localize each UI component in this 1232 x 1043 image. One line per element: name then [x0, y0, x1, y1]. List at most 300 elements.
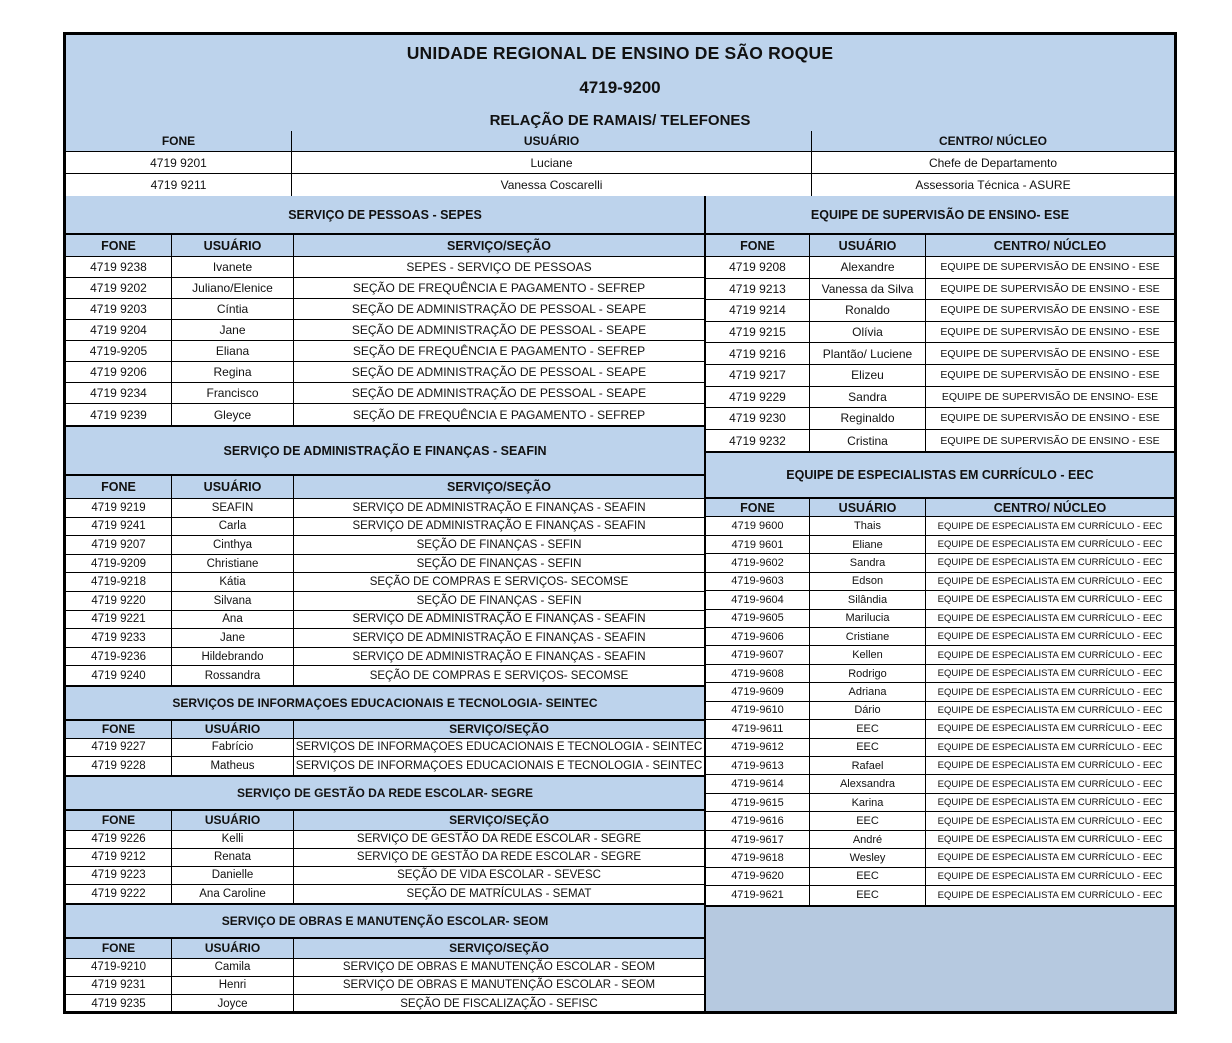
cell-servico: EQUIPE DE SUPERVISÃO DE ENSINO - ESE — [940, 326, 1160, 339]
column-header-centro: SERVIÇO/SEÇÃO — [294, 235, 704, 256]
cell-servico: SEÇÃO DE FREQUÊNCIA E PAGAMENTO - SEFREP — [352, 281, 646, 295]
cell-usuario: Alexsandra — [810, 775, 926, 792]
directory-table — [66, 131, 1174, 196]
cell-fone: 4719-9205 — [66, 341, 172, 361]
cell-usuario: Jane — [172, 629, 294, 647]
column-header-row — [66, 131, 1174, 152]
table-row — [706, 610, 1174, 628]
table-row — [706, 322, 1174, 344]
table-row — [706, 683, 1174, 701]
table-row — [66, 536, 704, 555]
cell-fone: 4719 9221 — [66, 611, 172, 629]
table-body — [66, 257, 704, 425]
table-row — [706, 757, 1174, 775]
cell-fone: 4719 9204 — [66, 320, 172, 340]
cell-fone: 4719-9218 — [66, 573, 172, 591]
cell-servico: EQUIPE DE ESPECIALISTA EM CURRÍCULO - EEC — [937, 852, 1163, 864]
table-row — [706, 591, 1174, 609]
column-header-row — [66, 476, 704, 499]
section-eec — [706, 451, 1174, 904]
table-row — [706, 720, 1174, 738]
column-header-row — [66, 811, 704, 831]
cell-servico: EQUIPE DE SUPERVISÃO DE ENSINO - ESE — [940, 369, 1160, 382]
cell-fone: 4719-9606 — [706, 628, 810, 645]
table-row — [706, 702, 1174, 720]
cell-usuario: Wesley — [810, 849, 926, 866]
cell-servico: EQUIPE DE ESPECIALISTA EM CURRÍCULO - EEC — [937, 760, 1163, 772]
cell-usuario: EEC — [810, 886, 926, 904]
table-row — [66, 152, 1174, 174]
table-row — [66, 629, 704, 648]
table-row — [66, 341, 704, 362]
cell-usuario: Joyce — [172, 995, 294, 1013]
cell-fone: 4719-9604 — [706, 591, 810, 608]
cell-servico: SEÇÃO DE ADMINISTRAÇÃO DE PESSOAL - SEAPE — [351, 386, 647, 400]
cell-usuario: Christiane — [172, 555, 294, 573]
table-body — [706, 257, 1174, 451]
cell-servico: SEÇÃO DE FINANÇAS - SEFIN — [416, 557, 582, 570]
cell-fone: 4719-9620 — [706, 868, 810, 885]
table-body — [66, 831, 704, 903]
cell-fone: 4719 9220 — [66, 592, 172, 610]
cell-servico: EQUIPE DE ESPECIALISTA EM CURRÍCULO - EEC — [937, 834, 1163, 845]
cell-fone: 4719 9211 — [66, 174, 292, 196]
org-title: UNIDADE REGIONAL DE ENSINO DE SÃO ROQUE — [406, 43, 834, 63]
cell-servico: SERVIÇO DE ADMINISTRAÇÃO E FINANÇAS - SEAFIN — [352, 520, 646, 533]
table-row — [706, 812, 1174, 830]
cell-servico: SERVIÇO DE GESTÃO DA REDE ESCOLAR - SEGRE — [356, 833, 642, 846]
cell-fone: 4719-9615 — [706, 794, 810, 811]
table-row — [706, 517, 1174, 535]
table-row — [66, 278, 704, 299]
cell-fone: 4719-9605 — [706, 610, 810, 627]
cell-servico: EQUIPE DE SUPERVISÃO DE ENSINO - ESE — [940, 304, 1160, 317]
cell-usuario: Fabrício — [172, 739, 294, 756]
cell-usuario: Sandra — [810, 554, 926, 571]
table-row — [706, 831, 1174, 849]
cell-servico: SERVIÇO DE OBRAS E MANUTENÇÃO ESCOLAR - SEOM — [342, 979, 656, 992]
table-row — [706, 257, 1174, 279]
cell-servico: SEÇÃO DE COMPRAS E SERVIÇOS- SECOMSE — [369, 669, 629, 682]
column-header-usuario: USUÁRIO — [172, 721, 294, 738]
cell-servico: SEÇÃO DE ADMINISTRAÇÃO DE PESSOAL - SEAPE — [351, 323, 647, 337]
right-column — [706, 196, 1174, 1011]
cell-fone: 4719 9233 — [66, 629, 172, 647]
section-title-seintec: SERVIÇOS DE INFORMAÇOES EDUCACIONAIS E TECNOLOGIA- SEINTEC — [66, 685, 704, 721]
table-row — [66, 499, 704, 518]
cell-fone: 4719 9213 — [706, 279, 810, 300]
column-header-fone: FONE — [66, 131, 292, 151]
table-row — [706, 739, 1174, 757]
cell-fone: 4719 9212 — [66, 849, 172, 866]
table-row — [706, 430, 1174, 452]
table-row — [66, 573, 704, 592]
cell-usuario: Karina — [810, 794, 926, 811]
cell-servico: SEÇÃO DE FREQUÊNCIA E PAGAMENTO - SEFREP — [352, 344, 646, 358]
cell-usuario: Plantão/ Luciene — [810, 343, 926, 364]
table-row — [706, 536, 1174, 554]
cell-servico: SEÇÃO DE FREQUÊNCIA E PAGAMENTO - SEFREP — [352, 407, 646, 422]
table-body — [66, 739, 704, 775]
column-header-centro: CENTRO/ NÚCLEO — [812, 131, 1174, 151]
cell-usuario: EEC — [810, 720, 926, 737]
table-row — [66, 648, 704, 667]
cell-servico: EQUIPE DE ESPECIALISTA EM CURRÍCULO - EEC — [937, 668, 1163, 680]
cell-servico: SEÇÃO DE ADMINISTRAÇÃO DE PESSOAL - SEAPE — [351, 302, 647, 316]
cell-servico: EQUIPE DE ESPECIALISTA EM CURRÍCULO - EEC — [937, 594, 1163, 606]
column-header-fone: FONE — [66, 811, 172, 830]
cell-usuario: Edson — [810, 573, 926, 590]
column-header-row — [66, 235, 704, 257]
cell-fone: 4719 9203 — [66, 299, 172, 319]
cell-fone: 4719 9215 — [706, 322, 810, 343]
column-header-centro: CENTRO/ NÚCLEO — [926, 235, 1174, 256]
section-ese — [706, 196, 1174, 451]
column-header-row — [706, 235, 1174, 257]
cell-usuario: Henri — [172, 977, 294, 994]
cell-fone: 4719-9209 — [66, 555, 172, 573]
left-column — [66, 196, 706, 1011]
cell-servico: EQUIPE DE ESPECIALISTA EM CURRÍCULO - EEC — [937, 520, 1163, 532]
table-row — [706, 665, 1174, 683]
cell-fone: 4719-9612 — [706, 739, 810, 756]
cell-servico: EQUIPE DE SUPERVISÃO DE ENSINO - ESE — [940, 412, 1160, 425]
cell-fone: 4719 9238 — [66, 257, 172, 277]
table-row — [706, 868, 1174, 886]
cell-servico: EQUIPE DE ESPECIALISTA EM CURRÍCULO - EEC — [937, 870, 1163, 882]
cell-servico: EQUIPE DE ESPECIALISTA EM CURRÍCULO - EEC — [937, 557, 1163, 569]
table-row — [66, 518, 704, 537]
column-header-fone: FONE — [66, 235, 172, 256]
doc-subtitle: RELAÇÃO DE RAMAIS/ TELEFONES — [489, 112, 751, 129]
section-title-eec: EQUIPE DE ESPECIALISTAS EM CURRÍCULO - EEC — [706, 451, 1174, 499]
table-row — [706, 300, 1174, 322]
table-row — [66, 977, 704, 995]
cell-fone: 4719 9235 — [66, 995, 172, 1013]
cell-servico: SERVIÇO DE OBRAS E MANUTENÇÃO ESCOLAR - SEOM — [342, 961, 656, 974]
cell-usuario: Olívia — [810, 322, 926, 343]
cell-usuario: Cristiane — [810, 628, 926, 645]
cell-fone: 4719-9613 — [706, 757, 810, 774]
cell-usuario: Gleyce — [172, 404, 294, 425]
cell-usuario: André — [810, 831, 926, 848]
cell-servico: EQUIPE DE SUPERVISÃO DE ENSINO - ESE — [940, 282, 1160, 295]
table-row — [66, 739, 704, 757]
cell-usuario: Rafael — [810, 757, 926, 774]
table-row — [706, 628, 1174, 646]
cell-servico: EQUIPE DE ESPECIALISTA EM CURRÍCULO - EEC — [937, 631, 1163, 643]
cell-usuario: Matheus — [172, 757, 294, 775]
cell-fone: 4719 9227 — [66, 739, 172, 756]
cell-fone: 4719-9618 — [706, 849, 810, 866]
section-title-sepes: SERVIÇO DE PESSOAS - SEPES — [66, 196, 704, 235]
column-header-row — [706, 499, 1174, 517]
column-header-usuario: USUÁRIO — [810, 499, 926, 516]
cell-usuario: Jane — [172, 320, 294, 340]
column-header-usuario: USUÁRIO — [172, 939, 294, 958]
cell-usuario: EEC — [810, 812, 926, 829]
cell-fone: 4719 9240 — [66, 666, 172, 685]
column-header-centro: SERVIÇO/SEÇÃO — [294, 811, 704, 830]
cell-servico: EQUIPE DE ESPECIALISTA EM CURRÍCULO - EEC — [937, 889, 1163, 901]
cell-servico: SEÇÃO DE MATRÍCULAS - SEMAT — [406, 887, 592, 900]
cell-servico: EQUIPE DE ESPECIALISTA EM CURRÍCULO - EEC — [937, 686, 1163, 698]
section-segre — [66, 775, 704, 903]
cell-fone: 4719-9210 — [66, 959, 172, 976]
cell-usuario: Eliane — [810, 536, 926, 553]
cell-servico: SERVIÇO DE ADMINISTRAÇÃO E FINANÇAS - SEAFIN — [352, 613, 646, 626]
table-body — [66, 959, 704, 1013]
cell-fone: 4719-9608 — [706, 665, 810, 682]
table-row — [66, 174, 1174, 196]
column-header-usuario: USUÁRIO — [810, 235, 926, 256]
cell-usuario: Cristina — [810, 430, 926, 452]
cell-usuario: Camila — [172, 959, 294, 976]
cell-fone: 4719 9600 — [706, 517, 810, 534]
cell-usuario: Carla — [172, 518, 294, 536]
empty-filler-block — [706, 905, 1174, 1011]
table-row — [66, 867, 704, 885]
main-phone-number: 4719-9200 — [579, 78, 661, 97]
cell-servico: SEÇÃO DE FISCALIZAÇÃO - SEFISC — [400, 997, 598, 1010]
table-body — [66, 152, 1174, 196]
cell-fone: 4719 9241 — [66, 518, 172, 536]
cell-usuario: Reginaldo — [810, 408, 926, 429]
cell-fone: 4719 9234 — [66, 383, 172, 403]
table-row — [706, 646, 1174, 664]
table-row — [66, 383, 704, 404]
cell-fone: 4719 9228 — [66, 757, 172, 775]
cell-servico: EQUIPE DE ESPECIALISTA EM CURRÍCULO - EEC — [937, 704, 1163, 716]
cell-usuario: Vanessa da Silva — [810, 279, 926, 300]
cell-usuario: Luciane — [292, 152, 812, 173]
cell-fone: 4719 9226 — [66, 831, 172, 848]
table-row — [66, 959, 704, 977]
cell-fone: 4719 9216 — [706, 343, 810, 364]
cell-usuario: Danielle — [172, 867, 294, 884]
table-row — [706, 279, 1174, 301]
cell-fone: 4719-9602 — [706, 554, 810, 571]
cell-servico: SERVIÇO DE ADMINISTRAÇÃO E FINANÇAS - SEAFIN — [352, 501, 646, 514]
cell-usuario: Renata — [172, 849, 294, 866]
column-header-row — [66, 721, 704, 739]
cell-fone: 4719-9614 — [706, 775, 810, 792]
cell-servico: SERVIÇO DE GESTÃO DA REDE ESCOLAR - SEGRE — [356, 851, 642, 864]
column-header-usuario: USUÁRIO — [172, 476, 294, 498]
cell-usuario: SEAFIN — [172, 499, 294, 517]
section-sepes — [66, 196, 704, 425]
cell-servico: EQUIPE DE SUPERVISÃO DE ENSINO - ESE — [940, 434, 1160, 447]
column-header-centro: SERVIÇO/SEÇÃO — [294, 939, 704, 958]
cell-usuario: Ana Caroline — [172, 885, 294, 903]
cell-servico: EQUIPE DE ESPECIALISTA EM CURRÍCULO - EEC — [937, 539, 1163, 550]
cell-usuario: Thais — [810, 517, 926, 534]
cell-servico: SEÇÃO DE VIDA ESCOLAR - SEVESC — [397, 869, 601, 882]
section-seafin — [66, 425, 704, 685]
table-row — [66, 666, 704, 685]
cell-usuario: Silvana — [172, 592, 294, 610]
cell-servico: EQUIPE DE SUPERVISÃO DE ENSINO- ESE — [941, 390, 1159, 403]
table-row — [66, 885, 704, 903]
cell-fone: 4719 9217 — [706, 365, 810, 386]
cell-usuario: EEC — [810, 739, 926, 756]
table-row — [66, 299, 704, 320]
title-block — [66, 35, 1174, 131]
cell-fone: 4719 9223 — [66, 867, 172, 884]
cell-fone: 4719-9616 — [706, 812, 810, 829]
section-seintec — [66, 685, 704, 775]
column-header-fone: FONE — [66, 721, 172, 738]
table-body — [66, 499, 704, 685]
column-header-row — [66, 939, 704, 959]
cell-usuario: Sandra — [810, 387, 926, 408]
table-row — [706, 365, 1174, 387]
table-row — [66, 592, 704, 611]
cell-usuario: Cíntia — [172, 299, 294, 319]
column-header-fone: FONE — [66, 476, 172, 498]
cell-fone: 4719-9609 — [706, 683, 810, 700]
table-row — [706, 408, 1174, 430]
cell-usuario: Regina — [172, 362, 294, 382]
column-header-fone: FONE — [706, 235, 810, 256]
section-title-seom: SERVIÇO DE OBRAS E MANUTENÇÃO ESCOLAR- SEOM — [66, 903, 704, 939]
table-row — [66, 611, 704, 630]
cell-servico: EQUIPE DE ESPECIALISTA EM CURRÍCULO - EEC — [937, 575, 1163, 587]
cell-servico: SEÇÃO DE ADMINISTRAÇÃO DE PESSOAL - SEAPE — [351, 365, 647, 379]
table-row — [66, 831, 704, 849]
cell-fone: 4719-9610 — [706, 702, 810, 719]
cell-servico: EQUIPE DE ESPECIALISTA EM CURRÍCULO - EEC — [937, 612, 1163, 624]
table-row — [66, 757, 704, 775]
cell-servico: SERVIÇOS DE INFORMAÇOES EDUCACIONAIS E TECNOLOGIA - SEINTEC — [295, 759, 703, 772]
cell-fone: 4719 9239 — [66, 404, 172, 425]
cell-servico: SEÇÃO DE FINANÇAS - SEFIN — [416, 538, 582, 551]
cell-servico: SEÇÃO DE FINANÇAS - SEFIN — [416, 594, 582, 607]
section-title-seafin: SERVIÇO DE ADMINISTRAÇÃO E FINANÇAS - SEAFIN — [66, 425, 704, 476]
cell-usuario: Elizeu — [810, 365, 926, 386]
cell-servico: Assessoria Técnica - ASURE — [915, 178, 1071, 192]
cell-servico: EQUIPE DE ESPECIALISTA EM CURRÍCULO - EEC — [937, 797, 1163, 809]
column-header-centro: SERVIÇO/SEÇÃO — [294, 721, 704, 738]
cell-servico: SERVIÇOS DE INFORMAÇOES EDUCACIONAIS E TECNOLOGIA - SEINTEC — [295, 741, 703, 754]
cell-fone: 4719-9621 — [706, 886, 810, 904]
cell-usuario: Kelli — [172, 831, 294, 848]
cell-usuario: Kátia — [172, 573, 294, 591]
cell-servico: EQUIPE DE ESPECIALISTA EM CURRÍCULO - EEC — [937, 723, 1163, 735]
cell-usuario: Rossandra — [172, 666, 294, 685]
cell-usuario: Eliana — [172, 341, 294, 361]
cell-fone: 4719-9236 — [66, 648, 172, 666]
table-row — [66, 404, 704, 425]
cell-fone: 4719 9206 — [66, 362, 172, 382]
cell-usuario: Francisco — [172, 383, 294, 403]
table-row — [66, 257, 704, 278]
cell-fone: 4719 9231 — [66, 977, 172, 994]
column-header-usuario: USUÁRIO — [172, 235, 294, 256]
column-header-usuario: USUÁRIO — [292, 131, 812, 151]
table-row — [66, 320, 704, 341]
cell-usuario: Vanessa Coscarelli — [292, 174, 812, 196]
table-row — [66, 555, 704, 574]
column-header-fone: FONE — [66, 939, 172, 958]
table-row — [66, 995, 704, 1013]
table-row — [66, 362, 704, 383]
cell-servico: EQUIPE DE ESPECIALISTA EM CURRÍCULO - EEC — [937, 649, 1163, 661]
cell-fone: 4719-9603 — [706, 573, 810, 590]
cell-fone: 4719 9230 — [706, 408, 810, 429]
cell-fone: 4719-9611 — [706, 720, 810, 737]
main-columns — [66, 196, 1174, 1011]
table-row — [706, 554, 1174, 572]
table-row — [706, 794, 1174, 812]
section-title-ese: EQUIPE DE SUPERVISÃO DE ENSINO- ESE — [706, 196, 1174, 235]
cell-fone: 4719 9207 — [66, 536, 172, 554]
column-header-fone: FONE — [706, 499, 810, 516]
cell-usuario: Alexandre — [810, 257, 926, 278]
table-row — [706, 573, 1174, 591]
table-row — [66, 849, 704, 867]
cell-fone: 4719 9601 — [706, 536, 810, 553]
cell-servico: SERVIÇO DE ADMINISTRAÇÃO E FINANÇAS - SEAFIN — [352, 631, 646, 644]
cell-fone: 4719 9222 — [66, 885, 172, 903]
cell-servico: SERVIÇO DE ADMINISTRAÇÃO E FINANÇAS - SEAFIN — [352, 650, 646, 663]
cell-usuario: Adriana — [810, 683, 926, 700]
table-row — [706, 886, 1174, 904]
table-row — [706, 343, 1174, 365]
section-seom — [66, 903, 704, 1013]
cell-usuario: Ana — [172, 611, 294, 629]
column-header-centro: CENTRO/ NÚCLEO — [926, 499, 1174, 516]
cell-usuario: Dário — [810, 702, 926, 719]
cell-usuario: Silândia — [810, 591, 926, 608]
cell-fone: 4719-9607 — [706, 646, 810, 663]
table-body — [706, 517, 1174, 904]
cell-servico: SEÇÃO DE COMPRAS E SERVIÇOS- SECOMSE — [369, 576, 629, 589]
cell-servico: SEPES - SERVIÇO DE PESSOAS — [406, 260, 592, 274]
table-row — [706, 387, 1174, 409]
cell-fone: 4719 9229 — [706, 387, 810, 408]
cell-usuario: Marilucia — [810, 610, 926, 627]
cell-servico: EQUIPE DE SUPERVISÃO DE ENSINO - ESE — [940, 347, 1160, 360]
column-header-centro: SERVIÇO/SEÇÃO — [294, 476, 704, 498]
cell-fone: 4719 9208 — [706, 257, 810, 278]
cell-fone: 4719 9214 — [706, 300, 810, 321]
cell-fone: 4719 9232 — [706, 430, 810, 452]
cell-servico: EQUIPE DE ESPECIALISTA EM CURRÍCULO - EEC — [937, 815, 1163, 827]
cell-servico: EQUIPE DE SUPERVISÃO DE ENSINO - ESE — [940, 261, 1160, 274]
cell-usuario: Rodrigo — [810, 665, 926, 682]
table-row — [706, 849, 1174, 867]
cell-usuario: Kellen — [810, 646, 926, 663]
cell-usuario: Hildebrando — [172, 648, 294, 666]
cell-usuario: Juliano/Elenice — [172, 278, 294, 298]
cell-usuario: Cinthya — [172, 536, 294, 554]
table-row — [706, 775, 1174, 793]
cell-usuario: Ivanete — [172, 257, 294, 277]
cell-usuario: Ronaldo — [810, 300, 926, 321]
cell-fone: 4719 9202 — [66, 278, 172, 298]
column-header-usuario: USUÁRIO — [172, 811, 294, 830]
cell-usuario: EEC — [810, 868, 926, 885]
cell-fone: 4719 9219 — [66, 499, 172, 517]
cell-fone: 4719-9617 — [706, 831, 810, 848]
section-title-segre: SERVIÇO DE GESTÃO DA REDE ESCOLAR- SEGRE — [66, 775, 704, 811]
cell-servico: EQUIPE DE ESPECIALISTA EM CURRÍCULO - EEC — [937, 741, 1163, 753]
cell-servico: Chefe de Departamento — [928, 155, 1058, 170]
cell-servico: EQUIPE DE ESPECIALISTA EM CURRÍCULO - EEC — [937, 778, 1163, 790]
ramais-sheet — [63, 32, 1177, 1014]
cell-fone: 4719 9201 — [66, 152, 292, 173]
